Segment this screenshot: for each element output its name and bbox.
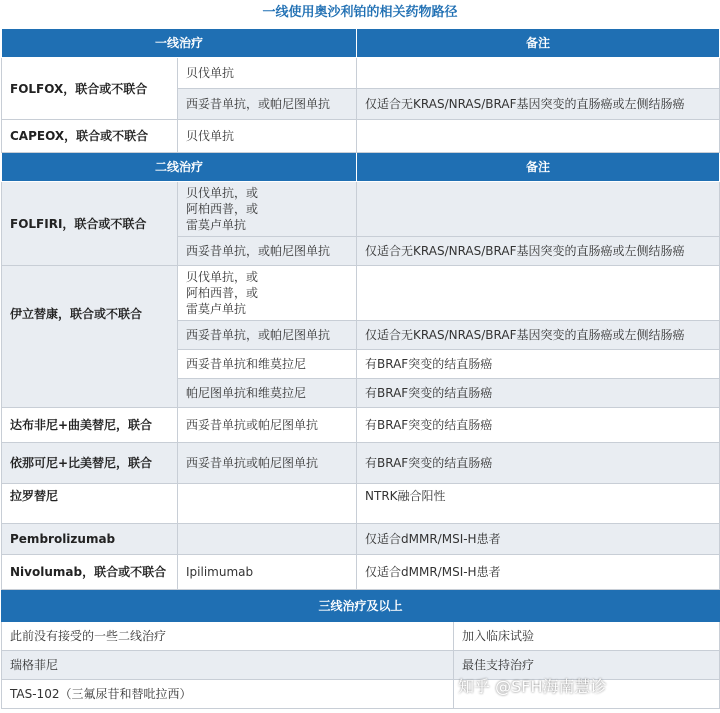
page-title: 一线使用奥沙利铂的相关药物路径	[262, 5, 458, 20]
table-row	[2, 622, 720, 651]
note-cell: 有BRAF突变的结直肠癌	[357, 443, 720, 484]
table-row	[2, 680, 720, 709]
regimen-label: 拉罗替尼	[2, 484, 178, 524]
table-row	[2, 266, 720, 321]
drug-line: 贝伐单抗，或	[186, 186, 259, 200]
regimen-label: Nivolumab，联合或不联合	[2, 555, 178, 590]
third-line-left-cell: TAS-102（三氟尿苷和替吡拉西）	[2, 680, 454, 709]
drug-cell: 西妥昔单抗，或帕尼图单抗	[178, 89, 357, 120]
third-line-header-row	[2, 591, 720, 622]
note-cell	[357, 120, 720, 153]
drug-cell: Ipilimumab	[178, 555, 357, 590]
drug-line: 雷莫卢单抗	[186, 302, 247, 316]
third-line-right-cell: 最佳支持治疗	[454, 651, 720, 680]
table-row	[2, 651, 720, 680]
second-line-header-row	[2, 153, 720, 182]
drug-cell: 西妥昔单抗或帕尼图单抗	[178, 443, 357, 484]
note-cell: 仅适合无KRAS/NRAS/BRAF基因突变的直肠癌或左侧结肠癌	[357, 237, 720, 266]
drug-cell	[178, 266, 357, 321]
drug-cell: 西妥昔单抗或帕尼图单抗	[178, 408, 357, 443]
regimen-label: 达布非尼+曲美替尼，联合	[2, 408, 178, 443]
first-line-header: 一线治疗	[2, 29, 357, 58]
note-cell: 仅适合无KRAS/NRAS/BRAF基因突变的直肠癌或左侧结肠癌	[357, 321, 720, 350]
table-row	[2, 182, 720, 237]
regimen-label: FOLFOX，联合或不联合	[2, 58, 178, 120]
note-cell: NTRK融合阳性	[357, 484, 720, 524]
regimen-label: CAPEOX，联合或不联合	[2, 120, 178, 153]
third-line-table	[1, 590, 720, 709]
table-row	[2, 443, 720, 484]
drug-cell: 西妥昔单抗和维莫拉尼	[178, 350, 357, 379]
drug-line: 雷莫卢单抗	[186, 218, 247, 232]
third-line-left-cell: 瑞格菲尼	[2, 651, 454, 680]
drug-line: 贝伐单抗，或	[186, 270, 259, 284]
drug-cell	[178, 524, 357, 555]
third-line-left-cell: 此前没有接受的一些二线治疗	[2, 622, 454, 651]
drug-line: 阿柏西普，或	[186, 286, 259, 300]
drug-cell: 西妥昔单抗，或帕尼图单抗	[178, 237, 357, 266]
note-cell: 仅适合dMMR/MSI-H患者	[357, 524, 720, 555]
table-row	[2, 524, 720, 555]
second-line-header: 二线治疗	[2, 153, 357, 182]
note-cell: 有BRAF突变的结直肠癌	[357, 350, 720, 379]
drug-line: 阿柏西普，或	[186, 202, 259, 216]
third-line-header: 三线治疗及以上	[2, 591, 720, 622]
table-row	[2, 484, 720, 524]
table-row	[2, 408, 720, 443]
table-row	[2, 555, 720, 590]
drug-cell: 帕尼图单抗和维莫拉尼	[178, 379, 357, 408]
note-cell	[357, 58, 720, 89]
note-cell	[357, 182, 720, 237]
drug-cell	[178, 182, 357, 237]
drug-cell	[178, 484, 357, 524]
note-cell	[357, 266, 720, 321]
regimen-label: FOLFIRI，联合或不联合	[2, 182, 178, 266]
regimen-label: 伊立替康，联合或不联合	[2, 266, 178, 408]
regimen-label: 依那可尼+比美替尼，联合	[2, 443, 178, 484]
note-cell: 仅适合无KRAS/NRAS/BRAF基因突变的直肠癌或左侧结肠癌	[357, 89, 720, 120]
drug-pathway-table	[1, 28, 720, 590]
drug-cell: 贝伐单抗	[178, 120, 357, 153]
third-line-right-cell: 加入临床试验	[454, 622, 720, 651]
watermark: 知乎 @SFH海南慧诊	[458, 677, 607, 696]
drug-cell: 西妥昔单抗，或帕尼图单抗	[178, 321, 357, 350]
note-cell: 有BRAF突变的结直肠癌	[357, 408, 720, 443]
first-line-notes-header: 备注	[357, 29, 720, 58]
table-row	[2, 120, 720, 153]
first-line-header-row	[2, 29, 720, 58]
note-cell: 有BRAF突变的结直肠癌	[357, 379, 720, 408]
table-row	[2, 58, 720, 89]
drug-cell: 贝伐单抗	[178, 58, 357, 89]
second-line-notes-header: 备注	[357, 153, 720, 182]
regimen-label: Pembrolizumab	[2, 524, 178, 555]
note-cell: 仅适合dMMR/MSI-H患者	[357, 555, 720, 590]
